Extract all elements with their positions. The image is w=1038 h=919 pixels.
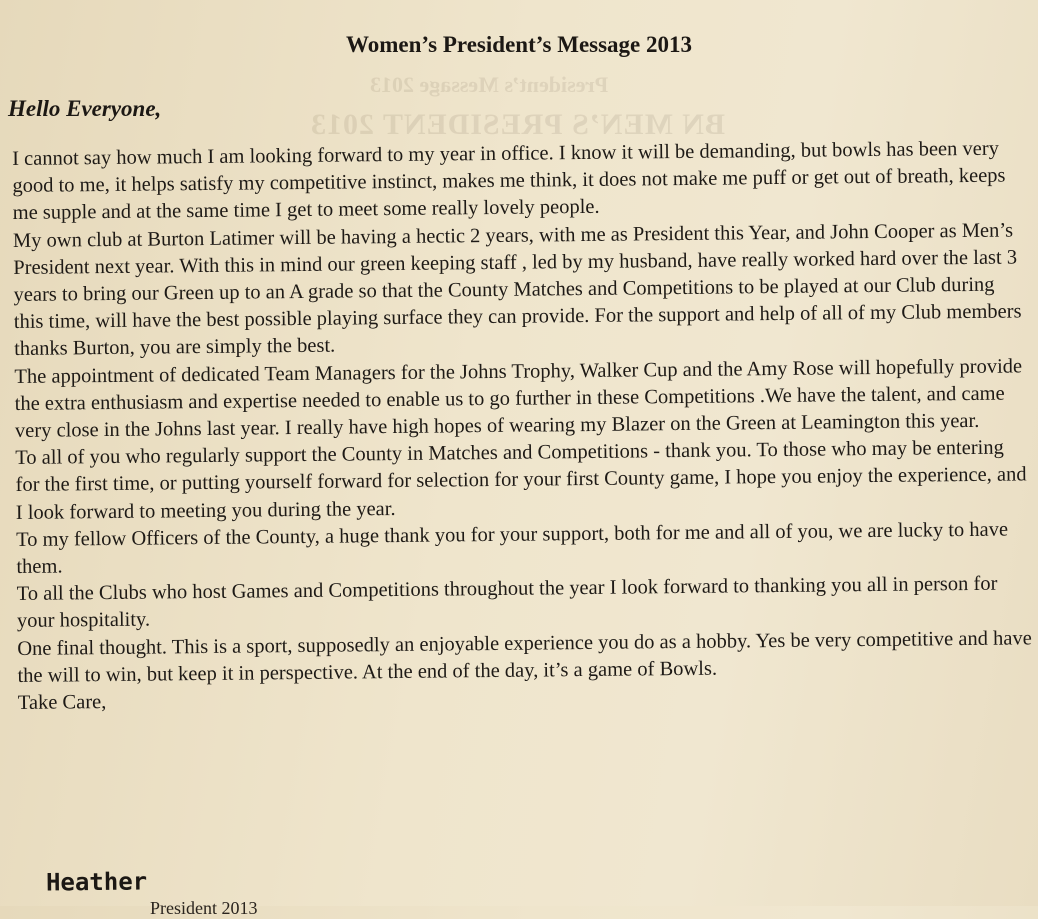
page-title: Women’s President’s Message 2013 [345,32,693,57]
greeting: Hello Everyone, [8,96,162,121]
show-through-text-1: President’s Message 2013 [370,72,609,97]
signature: Heather [45,867,148,897]
paragraph-3: The appointment of dedicated Team Managers for the Johns Trophy, Walker Cup and the Amy Rose will hopefully provide the extra enthusiasm and expertise needed to enable us to go further in these Competitions .We have the talent, and came very close in the Johns last year. I really have high hopes of wearing my Blazer on the Green at Leamington this year. [14,355,1023,443]
paragraph-7: One final thought. This is a sport, supposedly an enjoyable experience you do as a hobby. Yes be very competitive and have the will to win, but keep it in perspective. At the end of the day, it’s a game of Bowls. [17,627,1032,687]
message-body [12,135,1033,717]
show-through-text-2: BN MEN’S PRESIDENT 2013 [310,108,726,141]
closing-line: Take Care, [17,691,107,715]
paragraph-6: To all the Clubs who host Games and Competitions throughout the year I look forward to thanking you all in person for your hospitality. [16,572,998,633]
paragraph-2: My own club at Burton Latimer will be having a hectic 2 years, with me as President this Year, and John Cooper as Men’s President next year. With this in mind our green keeping staff , led by my husband, have really worked hard over the last 3 years to bring our Green up to an A grade so that the County Matches and Competitions to be played at our Club during this time, will have the best possible playing surface they can provide. For the support and help of all of my Club members thanks Burton, you are simply the best. [12,219,1022,361]
signature-role-cutoff: President 2013 [150,898,258,918]
paragraph-4: To all of you who regularly support the County in Matches and Competitions - thank you. To those who may be entering for the first time, or putting yourself forward for selection for your first County game, I hope you enjoy the experience, and I look forward to meeting you during the year. [15,436,1027,524]
paragraph-1: I cannot say how much I am looking forward to my year in office. I know it will be demanding, but bowls has been very good to me, it helps satisfy my competitive instinct, makes me think, it does not make me puff or get out of breath, keeps me supple and at the same time I get to meet some really lovely people. [12,137,1006,225]
paragraph-5: To my fellow Officers of the County, a huge thank you for your support, both for me and all of you, we are lucky to have them. [16,518,1009,579]
